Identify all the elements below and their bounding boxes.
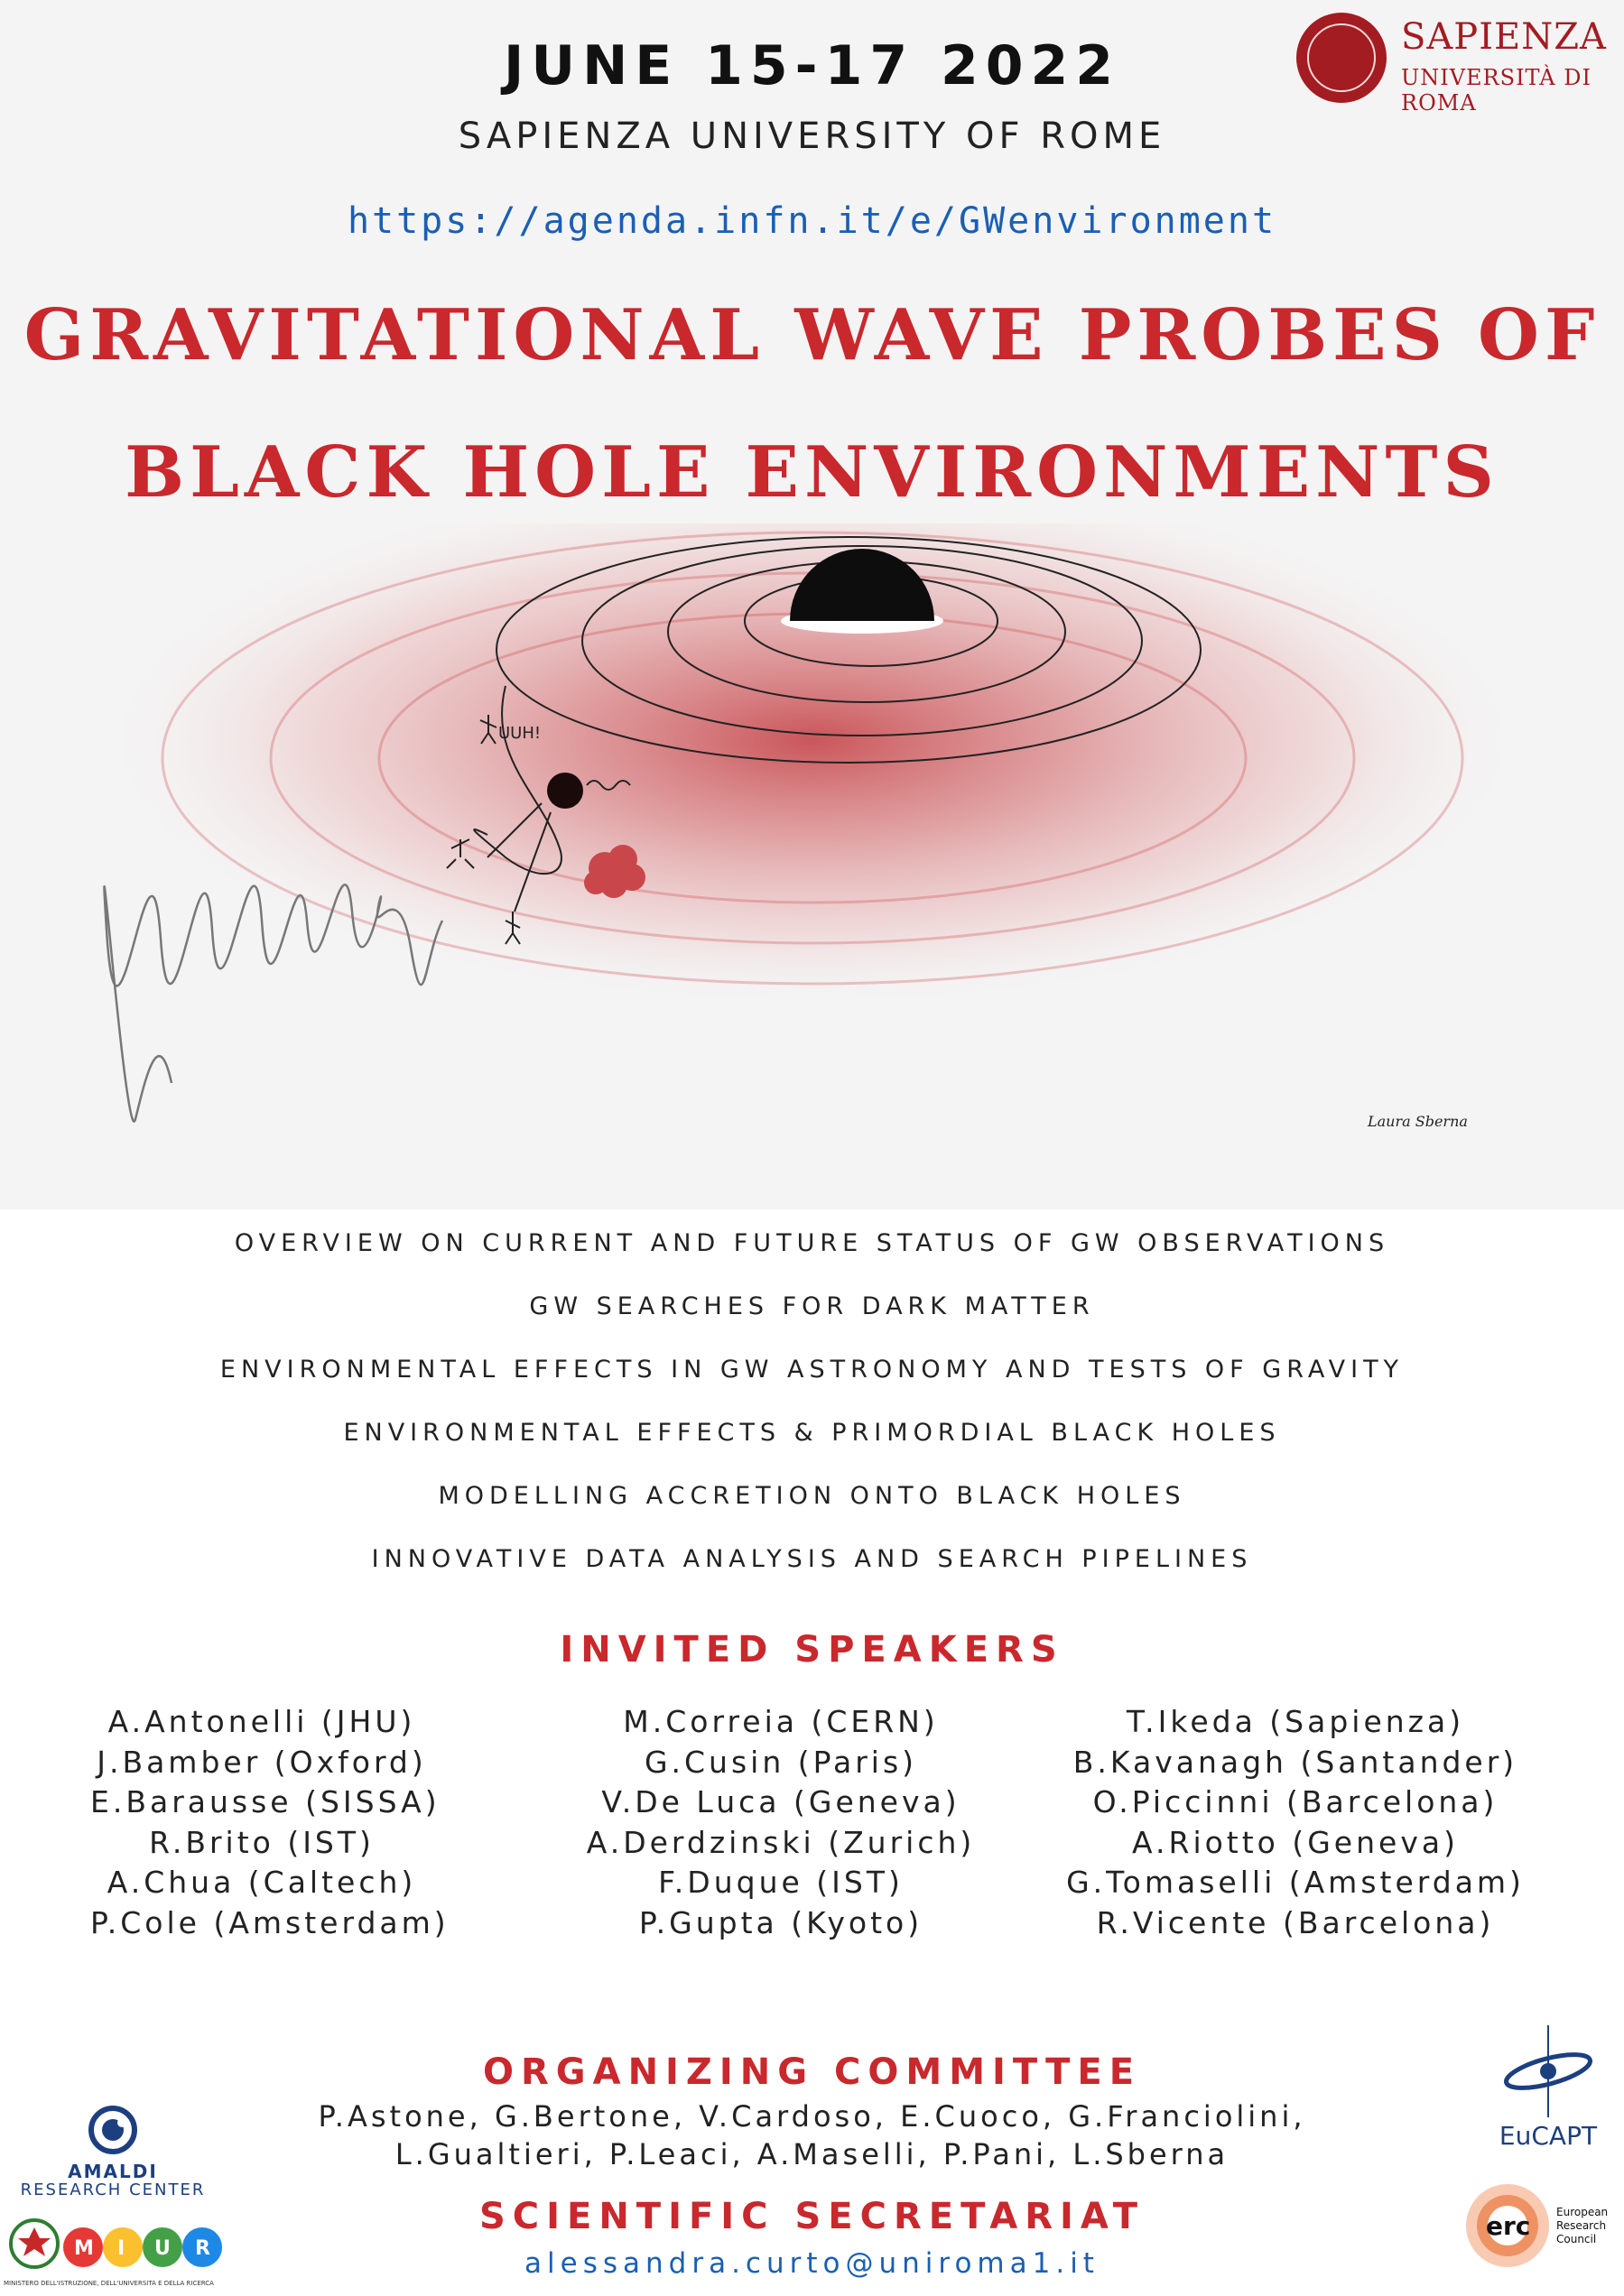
speaker-name: E.Barausse (SISSA) bbox=[90, 1784, 441, 1820]
svg-text:I: I bbox=[117, 2237, 125, 2260]
eucapt-icon bbox=[1480, 2022, 1616, 2121]
svg-text:R: R bbox=[195, 2237, 210, 2260]
amaldi-subtitle: RESEARCH CENTER bbox=[20, 2180, 206, 2199]
amaldi-swirl-icon bbox=[18, 2103, 208, 2161]
speakers-column-3 bbox=[1047, 1702, 1544, 1944]
speaker-name: M.Correia (CERN) bbox=[623, 1704, 939, 1739]
miur-caption: MINISTERO DELL'ISTRUZIONE, DELL'UNIVERSITÀ E DELLA RICERCA bbox=[4, 2280, 214, 2287]
speaker-name: B.Kavanagh (Santander) bbox=[1072, 1744, 1518, 1780]
sapienza-name: SAPIENZA bbox=[1401, 16, 1607, 58]
speaker-name: J.Bamber (Oxford) bbox=[97, 1744, 427, 1780]
topic-item: ENVIRONMENTAL EFFECTS IN GW ASTRONOMY AND TESTS OF GRAVITY bbox=[219, 1356, 1405, 1384]
topic-item: MODELLING ACCRETION ONTO BLACK HOLES bbox=[438, 1482, 1186, 1510]
speaker-name: V.De Luca (Geneva) bbox=[601, 1784, 960, 1820]
eucapt-logo bbox=[1480, 2022, 1616, 2157]
erc-logo bbox=[1462, 2180, 1616, 2280]
topics-list bbox=[0, 1229, 1624, 1608]
amaldi-logo bbox=[18, 2103, 208, 2199]
speaker-name: A.Antonelli (JHU) bbox=[107, 1704, 416, 1739]
speaker-name: A.Chua (Caltech) bbox=[107, 1865, 417, 1901]
topic-item: INNOVATIVE DATA ANALYSIS AND SEARCH PIPELINES bbox=[371, 1545, 1253, 1573]
speaker-name: R.Brito (IST) bbox=[149, 1824, 375, 1860]
topic-item: OVERVIEW ON CURRENT AND FUTURE STATUS OF GW OBSERVATIONS bbox=[234, 1229, 1390, 1257]
speaker-name: R.Vicente (Barcelona) bbox=[1096, 1904, 1495, 1940]
miur-logo bbox=[0, 2211, 235, 2296]
speaker-name: A.Riotto (Geneva) bbox=[1132, 1824, 1459, 1860]
speakers-column-2 bbox=[578, 1702, 984, 1944]
black-hole-illustration bbox=[0, 523, 1624, 1209]
erc-name-line: European bbox=[1556, 2206, 1609, 2218]
speaker-name: T.Ikeda (Sapienza) bbox=[1126, 1704, 1465, 1739]
sapienza-seal-icon bbox=[1296, 13, 1387, 103]
miur-emblem-icon bbox=[0, 2211, 235, 2278]
secretariat-email-link[interactable]: alessandra.curto@uniroma1.it bbox=[524, 2247, 1100, 2280]
organizers-line-2: L.Gualtieri, P.Leaci, A.Maselli, P.Pani, L.Sberna bbox=[394, 2137, 1230, 2171]
invited-speakers-heading: INVITED SPEAKERS bbox=[560, 1629, 1064, 1671]
eucapt-name: EuCAPT bbox=[1499, 2121, 1598, 2151]
speaker-name: G.Tomaselli (Amsterdam) bbox=[1066, 1865, 1525, 1901]
topic-item: ENVIRONMENTAL EFFECTS & PRIMORDIAL BLACK HOLES bbox=[343, 1419, 1281, 1447]
speaker-name: O.Piccinni (Barcelona) bbox=[1092, 1784, 1499, 1820]
svg-text:erc: erc bbox=[1486, 2211, 1531, 2241]
erc-name-line: Council bbox=[1556, 2233, 1597, 2245]
organizers-line-1: P.Astone, G.Bertone, V.Cardoso, E.Cuoco, G.Franciolini, bbox=[318, 2099, 1306, 2134]
small-black-hole bbox=[547, 773, 583, 809]
organizing-committee-heading: ORGANIZING COMMITTEE bbox=[482, 2051, 1142, 2093]
sapienza-logo bbox=[1296, 13, 1612, 116]
speaker-name: F.Duque (IST) bbox=[658, 1865, 904, 1901]
erc-starburst-icon bbox=[1462, 2180, 1553, 2271]
event-url-link[interactable]: https://agenda.infn.it/e/GWenvironment bbox=[347, 200, 1277, 242]
event-date: JUNE 15-17 2022 bbox=[504, 34, 1120, 97]
speaker-name: P.Gupta (Kyoto) bbox=[638, 1904, 923, 1940]
speaker-name: A.Derdzinski (Zurich) bbox=[586, 1824, 976, 1860]
erc-name bbox=[1556, 2206, 1608, 2246]
svg-text:M: M bbox=[74, 2237, 94, 2260]
speakers-column-1 bbox=[90, 1702, 450, 1944]
secretariat-heading: SCIENTIFIC SECRETARIAT bbox=[478, 2196, 1146, 2237]
artist-signature: Laura Sberna bbox=[1368, 1113, 1468, 1130]
amaldi-name: AMALDI bbox=[68, 2161, 158, 2182]
uuh-exclamation: UUH! bbox=[498, 724, 542, 743]
topic-item: GW SEARCHES FOR DARK MATTER bbox=[529, 1292, 1095, 1320]
svg-text:U: U bbox=[154, 2237, 171, 2260]
speaker-name: G.Cusin (Paris) bbox=[644, 1744, 918, 1780]
title-line-2: BLACK HOLE ENVIRONMENTS bbox=[125, 431, 1499, 514]
sapienza-subtitle: UNIVERSITÀ DI ROMA bbox=[1401, 65, 1592, 116]
event-venue: SAPIENZA UNIVERSITY OF ROME bbox=[458, 116, 1166, 157]
erc-name-line: Research bbox=[1556, 2219, 1607, 2232]
speaker-name: P.Cole (Amsterdam) bbox=[90, 1904, 450, 1940]
title-line-1: GRAVITATIONAL WAVE PROBES OF bbox=[23, 294, 1601, 376]
